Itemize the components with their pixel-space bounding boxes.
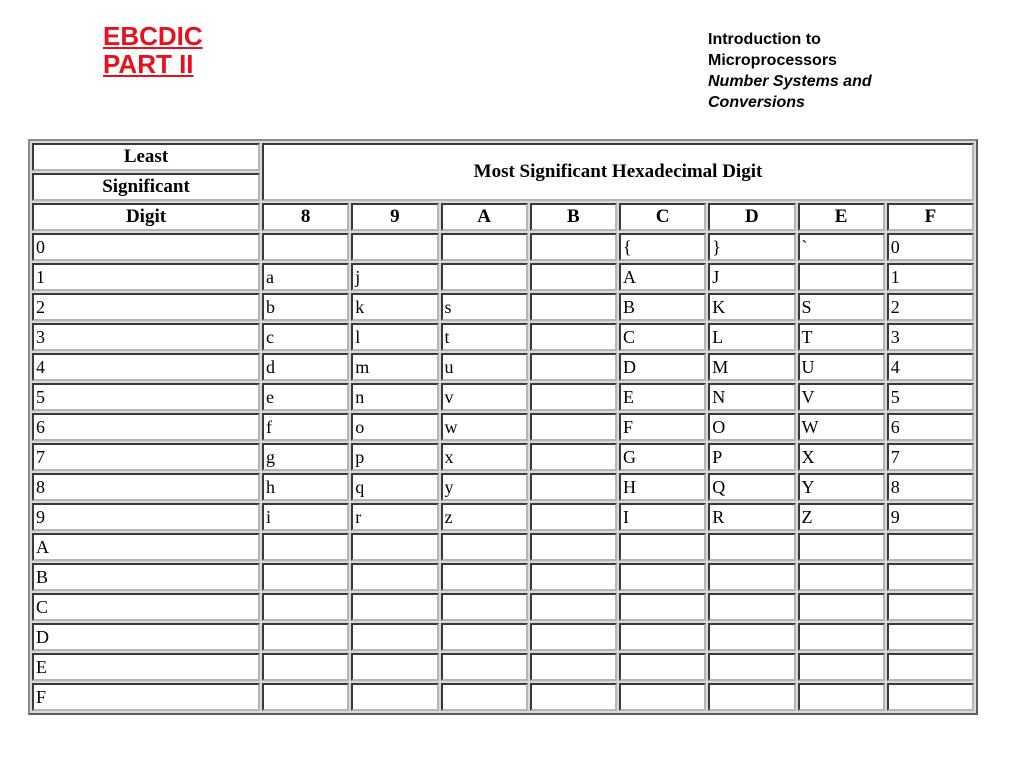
corner-label-least: Least bbox=[32, 143, 260, 171]
table-cell bbox=[887, 563, 974, 591]
table-cell: D bbox=[619, 353, 706, 381]
header-row-1 bbox=[32, 143, 974, 171]
table-cell: u bbox=[441, 353, 528, 381]
table-cell bbox=[798, 683, 885, 711]
table-cell: 8 bbox=[887, 473, 974, 501]
table-cell: t bbox=[441, 323, 528, 351]
table-cell: e bbox=[262, 383, 349, 411]
table-cell bbox=[798, 593, 885, 621]
table-cell bbox=[441, 593, 528, 621]
ebcdic-table bbox=[28, 139, 978, 715]
table-cell bbox=[351, 593, 438, 621]
title-line-2: PART II bbox=[103, 49, 194, 79]
table-cell: O bbox=[708, 413, 795, 441]
table-row bbox=[32, 443, 974, 471]
table-cell bbox=[530, 383, 617, 411]
table-cell: 7 bbox=[887, 443, 974, 471]
table-cell bbox=[441, 683, 528, 711]
column-header: D bbox=[708, 203, 795, 231]
table-cell: R bbox=[708, 503, 795, 531]
table-row bbox=[32, 293, 974, 321]
table-cell bbox=[530, 293, 617, 321]
table-row bbox=[32, 683, 974, 711]
table-row bbox=[32, 593, 974, 621]
table-row bbox=[32, 413, 974, 441]
table-cell bbox=[887, 653, 974, 681]
table-cell bbox=[887, 593, 974, 621]
table-cell: M bbox=[708, 353, 795, 381]
table-cell: W bbox=[798, 413, 885, 441]
table-cell: v bbox=[441, 383, 528, 411]
table-cell: f bbox=[262, 413, 349, 441]
slide-title bbox=[103, 22, 203, 78]
table-cell: 2 bbox=[887, 293, 974, 321]
row-digit-label: 8 bbox=[32, 473, 260, 501]
table-cell bbox=[619, 563, 706, 591]
table-cell bbox=[887, 623, 974, 651]
course-line-3: Number Systems and bbox=[708, 73, 872, 90]
table-cell: w bbox=[441, 413, 528, 441]
table-cell: V bbox=[798, 383, 885, 411]
table-cell: 3 bbox=[887, 323, 974, 351]
table-cell: o bbox=[351, 413, 438, 441]
column-header: E bbox=[798, 203, 885, 231]
table-cell bbox=[441, 623, 528, 651]
column-header: 9 bbox=[351, 203, 438, 231]
row-digit-label: F bbox=[32, 683, 260, 711]
table-row bbox=[32, 353, 974, 381]
table-cell bbox=[708, 623, 795, 651]
table-cell: 0 bbox=[887, 233, 974, 261]
table-cell bbox=[887, 533, 974, 561]
table-cell bbox=[798, 653, 885, 681]
table-cell bbox=[530, 563, 617, 591]
row-digit-label: 5 bbox=[32, 383, 260, 411]
table-cell bbox=[530, 503, 617, 531]
table-cell: n bbox=[351, 383, 438, 411]
table-cell: i bbox=[262, 503, 349, 531]
row-digit-label: 4 bbox=[32, 353, 260, 381]
table-cell: 5 bbox=[887, 383, 974, 411]
table-cell bbox=[619, 533, 706, 561]
table-cell: m bbox=[351, 353, 438, 381]
table-cell: A bbox=[619, 263, 706, 291]
table-cell bbox=[351, 623, 438, 651]
table-cell: 4 bbox=[887, 353, 974, 381]
table-cell bbox=[351, 683, 438, 711]
row-digit-label: 7 bbox=[32, 443, 260, 471]
table-cell: ` bbox=[798, 233, 885, 261]
table-cell bbox=[887, 683, 974, 711]
table-cell bbox=[619, 683, 706, 711]
table-cell: z bbox=[441, 503, 528, 531]
corner-label-significant: Significant bbox=[32, 173, 260, 201]
column-header: C bbox=[619, 203, 706, 231]
table-cell: p bbox=[351, 443, 438, 471]
table-cell: Q bbox=[708, 473, 795, 501]
row-digit-label: C bbox=[32, 593, 260, 621]
table-cell bbox=[530, 233, 617, 261]
table-row bbox=[32, 383, 974, 411]
table-cell bbox=[351, 233, 438, 261]
table-cell bbox=[530, 353, 617, 381]
table-cell: d bbox=[262, 353, 349, 381]
table-cell bbox=[441, 533, 528, 561]
course-line-4: Conversions bbox=[708, 94, 805, 111]
table-cell: S bbox=[798, 293, 885, 321]
table-cell bbox=[798, 563, 885, 591]
table-cell: N bbox=[708, 383, 795, 411]
table-cell bbox=[619, 593, 706, 621]
table-cell: P bbox=[708, 443, 795, 471]
row-digit-label: 9 bbox=[32, 503, 260, 531]
table-cell bbox=[530, 473, 617, 501]
table-cell: } bbox=[708, 233, 795, 261]
table-cell: 9 bbox=[887, 503, 974, 531]
table-row bbox=[32, 473, 974, 501]
course-line-1: Introduction to bbox=[708, 31, 821, 48]
row-digit-label: 1 bbox=[32, 263, 260, 291]
course-info bbox=[708, 29, 872, 113]
most-significant-header: Most Significant Hexadecimal Digit bbox=[262, 143, 974, 201]
row-digit-label: 3 bbox=[32, 323, 260, 351]
table-cell bbox=[262, 563, 349, 591]
table-cell: Y bbox=[798, 473, 885, 501]
table-cell: Z bbox=[798, 503, 885, 531]
table-row bbox=[32, 533, 974, 561]
table-cell bbox=[262, 623, 349, 651]
table-row bbox=[32, 503, 974, 531]
table-row bbox=[32, 623, 974, 651]
column-header: F bbox=[887, 203, 974, 231]
table-cell bbox=[441, 653, 528, 681]
table-cell bbox=[530, 533, 617, 561]
table-cell: j bbox=[351, 263, 438, 291]
table-cell bbox=[708, 683, 795, 711]
table-cell bbox=[708, 533, 795, 561]
table-cell bbox=[530, 683, 617, 711]
table-cell: y bbox=[441, 473, 528, 501]
table-cell bbox=[619, 623, 706, 651]
table-cell bbox=[530, 593, 617, 621]
table-cell: x bbox=[441, 443, 528, 471]
table-cell bbox=[530, 263, 617, 291]
table-cell bbox=[530, 413, 617, 441]
table-cell bbox=[708, 653, 795, 681]
table-cell bbox=[351, 563, 438, 591]
header-row-3 bbox=[32, 203, 974, 231]
table-row bbox=[32, 263, 974, 291]
table-cell: q bbox=[351, 473, 438, 501]
table-cell: C bbox=[619, 323, 706, 351]
table-row bbox=[32, 233, 974, 261]
table-cell: 6 bbox=[887, 413, 974, 441]
table-cell bbox=[441, 563, 528, 591]
table-cell: H bbox=[619, 473, 706, 501]
table-cell: l bbox=[351, 323, 438, 351]
table-cell: L bbox=[708, 323, 795, 351]
table-cell bbox=[708, 593, 795, 621]
table-cell bbox=[798, 263, 885, 291]
table-cell bbox=[530, 653, 617, 681]
table-cell: J bbox=[708, 263, 795, 291]
table-cell: g bbox=[262, 443, 349, 471]
row-digit-label: E bbox=[32, 653, 260, 681]
table-cell bbox=[262, 593, 349, 621]
table-cell bbox=[351, 533, 438, 561]
table-cell: 1 bbox=[887, 263, 974, 291]
table-cell bbox=[262, 233, 349, 261]
column-header: B bbox=[530, 203, 617, 231]
table-row bbox=[32, 563, 974, 591]
table-cell bbox=[441, 233, 528, 261]
table-cell: { bbox=[619, 233, 706, 261]
table-cell: T bbox=[798, 323, 885, 351]
table-cell bbox=[708, 563, 795, 591]
table-cell bbox=[262, 653, 349, 681]
table-cell: U bbox=[798, 353, 885, 381]
course-line-2: Microprocessors bbox=[708, 52, 837, 69]
row-digit-label: 2 bbox=[32, 293, 260, 321]
table-cell: s bbox=[441, 293, 528, 321]
title-line-1: EBCDIC bbox=[103, 21, 203, 51]
column-header: A bbox=[441, 203, 528, 231]
table-cell bbox=[619, 653, 706, 681]
table-row bbox=[32, 653, 974, 681]
table-cell bbox=[262, 533, 349, 561]
table-cell bbox=[798, 623, 885, 651]
table-cell bbox=[798, 533, 885, 561]
table-cell: G bbox=[619, 443, 706, 471]
table-cell bbox=[530, 623, 617, 651]
table-cell bbox=[351, 653, 438, 681]
table-cell: c bbox=[262, 323, 349, 351]
row-digit-label: 6 bbox=[32, 413, 260, 441]
table-cell: K bbox=[708, 293, 795, 321]
column-header: 8 bbox=[262, 203, 349, 231]
row-digit-label: 0 bbox=[32, 233, 260, 261]
table-cell: r bbox=[351, 503, 438, 531]
row-digit-label: A bbox=[32, 533, 260, 561]
table-cell: E bbox=[619, 383, 706, 411]
table-cell: X bbox=[798, 443, 885, 471]
table-cell: b bbox=[262, 293, 349, 321]
table-cell bbox=[530, 443, 617, 471]
corner-label-digit: Digit bbox=[32, 203, 260, 231]
table-cell: B bbox=[619, 293, 706, 321]
table-cell: F bbox=[619, 413, 706, 441]
row-digit-label: B bbox=[32, 563, 260, 591]
table-cell bbox=[262, 683, 349, 711]
table-cell bbox=[441, 263, 528, 291]
table-cell bbox=[530, 323, 617, 351]
table-cell: h bbox=[262, 473, 349, 501]
table-row bbox=[32, 323, 974, 351]
table-cell: I bbox=[619, 503, 706, 531]
table-cell: k bbox=[351, 293, 438, 321]
row-digit-label: D bbox=[32, 623, 260, 651]
table-cell: a bbox=[262, 263, 349, 291]
